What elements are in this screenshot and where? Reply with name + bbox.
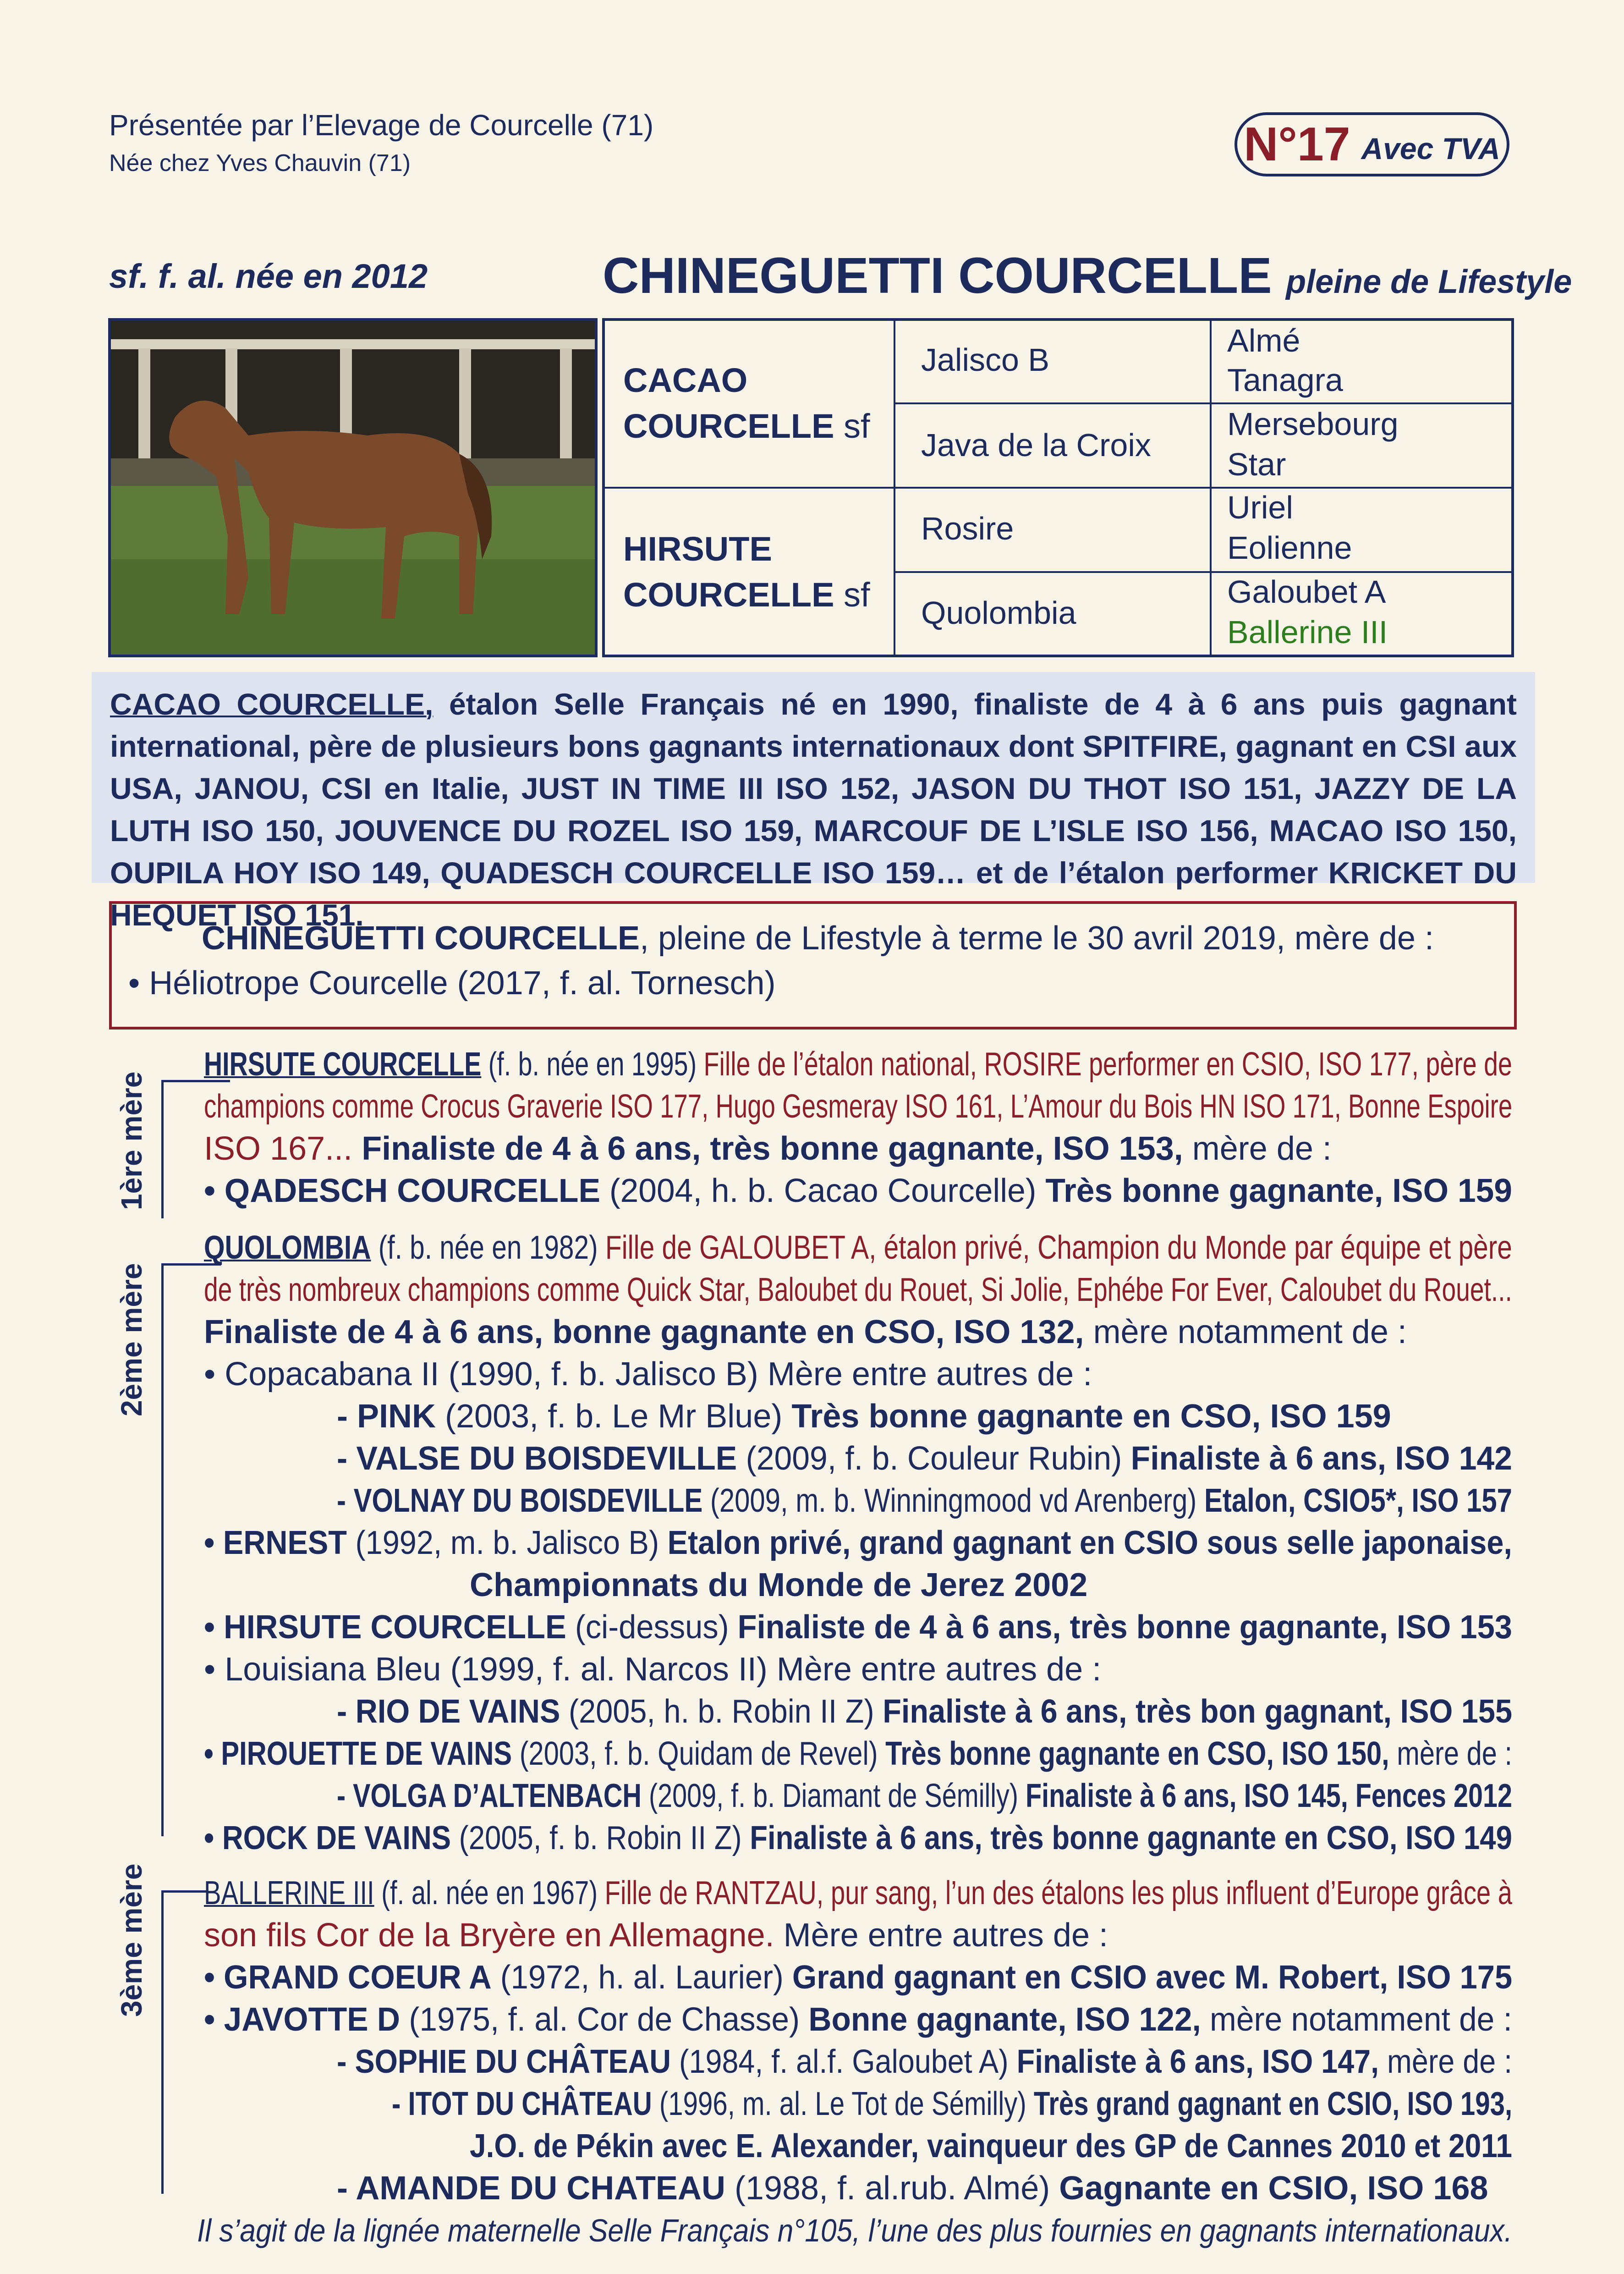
dam2-produce: - PINK (2003, f. b. Le Mr Blue) Très bonne gagnante en CSO, ISO 159 xyxy=(337,1398,1391,1435)
pedigree-sire: CACAO COURCELLE sf xyxy=(623,361,870,445)
dam2-produce: • ERNEST (1992, m. b. Jalisco B) Etalon privé, grand gagnant en CSIO sous selle japonaise, xyxy=(204,1525,1512,1561)
sire-description xyxy=(92,672,1535,932)
dam2-produce: - RIO DE VAINS (2005, h. b. Robin II Z) Finaliste à 6 ans, très bon gagnant, ISO 155 xyxy=(337,1693,1513,1730)
tva-label: Avec TVA xyxy=(1361,132,1500,165)
dam2-produce: • PIROUETTE DE VAINS (2003, f. b. Quidam de Revel) Très bonne gagnante en CSO, ISO 150, mère de : xyxy=(204,1735,1513,1772)
dam2-line1: QUOLOMBIA (f. b. née en 1982) Fille de GALOUBET A, étalon privé, Champion du Monde par équipe et père xyxy=(204,1229,1512,1266)
dam-label-1: 1ère mère xyxy=(115,1071,148,1210)
footer-note: Il s’agit de la lignée maternelle Selle Français n°105, l’une des plus fournies en gagnants internationaux. xyxy=(197,2213,1513,2248)
pedigree-g3: Uriel xyxy=(1227,490,1293,525)
dam1-produce: • QADESCH COURCELLE (2004, h. b. Cacao Courcelle) Très bonne gagnante, ISO 159 xyxy=(204,1173,1512,1209)
dam3-produce: - ITOT DU CHÂTEAU (1996, m. al. Le Tot de Sémilly) Très grand gagnant en CSIO, ISO 193, xyxy=(392,2086,1513,2122)
dam1-line3: ISO 167... Finaliste de 4 à 6 ans, très bonne gagnante, ISO 153, mère de : xyxy=(204,1130,1332,1167)
pedigree-g3: Star xyxy=(1227,446,1286,482)
pedigree-table xyxy=(602,318,1514,657)
dam2-produce: • Louisiana Bleu (1999, f. al. Narcos II) Mère entre autres de : xyxy=(204,1651,1102,1688)
summary-line: CHINEGUETTI COURCELLE, pleine de Lifestyle à terme le 30 avril 2019, mère de : xyxy=(202,920,1434,957)
summary-produce: • Héliotrope Courcelle (2017, f. al. Tornesch) xyxy=(128,965,776,1002)
bracket-3 xyxy=(161,1891,164,2194)
horse-photo-image xyxy=(111,321,595,655)
breeder-text: Née chez Yves Chauvin (71) xyxy=(109,150,411,176)
pedigree-sire-sire: Jalisco B xyxy=(921,342,1050,378)
sire-description-text: étalon Selle Français né en 1990, finaliste de 4 à 6 ans puis gagnant international, père de plusieurs bons gagnants internationaux dont SPITFIRE, gagnant en CSI aux USA, JANOU, CSI en Italie, JUST IN TIME III ISO 152, JASON DU THOT ISO 151, JAZZY DE LA LUTH ISO 150, JOUVENCE DU ROZEL ISO 159, MARCOUF DE L’ISLE ISO 156, MACAO ISO 150, OUPILA HOY ISO 149, QUADESCH COURCELLE ISO 159… et de l’étalon performer KRICKET DU HEQUET ISO 151. xyxy=(110,687,1517,932)
lot-number: N°17 xyxy=(1244,117,1350,171)
pedigree-sire-dam: Java de la Croix xyxy=(921,427,1151,463)
dam3-produce: J.O. de Pékin avec E. Alexander, vainqueur des GP de Cannes 2010 et 2011 xyxy=(470,2128,1512,2164)
dam2-line3: Finaliste de 4 à 6 ans, bonne gagnante en CSO, ISO 132, mère notamment de : xyxy=(204,1314,1407,1350)
horse-description: sf. f. al. née en 2012 xyxy=(109,257,428,295)
bracket-1 xyxy=(161,1081,164,1218)
pedigree-g3: Almé xyxy=(1227,323,1300,358)
horse-title xyxy=(603,247,1572,305)
pedigree-g3: Eolienne xyxy=(1227,530,1352,566)
horse-name: CHINEGUETTI COURCELLE xyxy=(603,248,1272,304)
pedigree-g3: Ballerine III xyxy=(1227,614,1388,650)
pedigree-g3: Mersebourg xyxy=(1227,406,1399,442)
pedigree-dam: HIRSUTE COURCELLE sf xyxy=(623,530,870,614)
dam-label-3: 3ème mère xyxy=(115,1863,148,2017)
dam3-line2: son fils Cor de la Bryère en Allemagne. Mère entre autres de : xyxy=(204,1917,1108,1954)
dam3-produce: • JAVOTTE D (1975, f. al. Cor de Chasse) Bonne gagnante, ISO 122, mère notamment de : xyxy=(204,2001,1512,2038)
dam1-line1: HIRSUTE COURCELLE (f. b. née en 1995) Fille de l’étalon national, ROSIRE performer en CSIO, ISO 177, père de xyxy=(204,1046,1512,1083)
sire-description-name: CACAO COURCELLE, xyxy=(110,687,433,721)
presenter-text: Présentée par l’Elevage de Courcelle (71) xyxy=(109,109,654,142)
dam2-produce: • HIRSUTE COURCELLE (ci-dessus) Finaliste de 4 à 6 ans, très bonne gagnante, ISO 153 xyxy=(204,1609,1512,1646)
dam-label-2: 2ème mère xyxy=(115,1263,148,1416)
dam3-produce: - AMANDE DU CHATEAU (1988, f. al.rub. Almé) Gagnante en CSIO, ISO 168 xyxy=(337,2170,1488,2207)
dam3-line1: BALLERINE III (f. al. née en 1967) Fille de RANTZAU, pur sang, l’un des étalons les plus influent d’Europe grâce à xyxy=(204,1875,1513,1911)
dam2-produce: • Copacabana II (1990, f. b. Jalisco B) Mère entre autres de : xyxy=(204,1356,1092,1393)
pedigree-dam-dam: Quolombia xyxy=(921,595,1076,631)
dam2-produce: - VOLNAY DU BOISDEVILLE (2009, m. b. Winningmood vd Arenberg) Etalon, CSIO5*, ISO 157 xyxy=(337,1482,1512,1519)
dam3-produce: - SOPHIE DU CHÂTEAU (1984, f. al.f. Galoubet A) Finaliste à 6 ans, ISO 147, mère de : xyxy=(337,2043,1513,2080)
dam2-produce: - VALSE DU BOISDEVILLE (2009, f. b. Couleur Rubin) Finaliste à 6 ans, ISO 142 xyxy=(337,1440,1512,1477)
dam2-produce: - VOLGA D’ALTENBACH (2009, f. b. Diamant de Sémilly) Finaliste à 6 ans, ISO 145, Fences 2012 xyxy=(337,1778,1513,1814)
dam2-line2: de très nombreux champions comme Quick Star, Baloubet du Rouet, Si Jolie, Ephébe For Ever, Caloubet du Rouet... xyxy=(204,1272,1512,1308)
pedigree-g3: Galoubet A xyxy=(1227,574,1386,610)
lot-badge xyxy=(1234,112,1509,176)
bracket-2 xyxy=(161,1264,164,1836)
pedigree-g3: Tanagra xyxy=(1227,362,1343,398)
horse-subtitle: pleine de Lifestyle xyxy=(1286,264,1572,300)
dam3-produce: • GRAND COEUR A (1972, h. al. Laurier) Grand gagnant en CSIO avec M. Robert, ISO 175 xyxy=(204,1959,1513,1996)
pedigree-dam-sire: Rosire xyxy=(921,511,1014,546)
dam1-line2: champions comme Crocus Graverie ISO 177, Hugo Gesmeray ISO 161, L’Amour du Bois HN ISO 171, Bonne Espoire xyxy=(204,1088,1513,1125)
dam2-produce: Championnats du Monde de Jerez 2002 xyxy=(470,1567,1088,1603)
horse-photo xyxy=(108,318,598,657)
dam2-produce: • ROCK DE VAINS (2005, f. b. Robin II Z) Finaliste à 6 ans, très bonne gagnante en CSO, ISO 149 xyxy=(204,1820,1512,1856)
